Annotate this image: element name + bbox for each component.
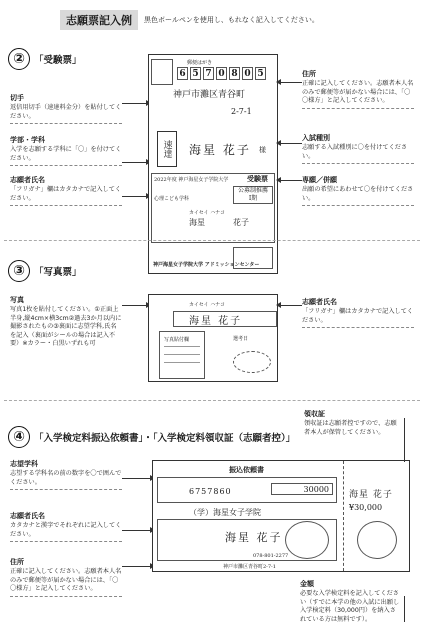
slip-amount: 30000 (271, 483, 333, 495)
card-block: 2-7-1 (231, 107, 252, 116)
card-address: 神戸市灘区青谷町 (173, 90, 246, 100)
slip-account-no: 6757860 (189, 487, 232, 496)
section-fee-slip-heading (8, 426, 295, 448)
note-applicant-name: 志願者氏名 「フリガナ」欄はカタカナで記入してください。 (10, 176, 122, 206)
note-desired-dept: 志望学科 志望する学科名の前の数字を〇で囲んでください。 (10, 460, 122, 490)
note-department: 学部・学科 入学を志願する学科に「〇」を付けてください。 (10, 136, 122, 166)
card-honorific: 様 (259, 146, 266, 154)
photo-area: 写真貼付欄 (159, 331, 205, 379)
slip-name: 海星 花子 (225, 531, 283, 544)
section-number: ② (8, 48, 30, 70)
note-single-multiple: 専願／併願 出願の希望にあわせて〇を付けてください。 (302, 176, 414, 206)
section-title: 「写真票」 (34, 267, 82, 278)
section-number: ③ (8, 260, 30, 282)
slip-phone: 078-801-2277 (253, 553, 289, 559)
section-title: 「入学検定料振込依頼書」・「入学検定料領収証（志願者控）」 (34, 433, 296, 444)
card-furigana: カイセイ ハナコ (189, 210, 225, 216)
page-header (60, 10, 319, 30)
photo-card-name: 海星 花子 (189, 316, 243, 327)
postcard-label: 郵便はがき (187, 60, 213, 66)
note-photo: 写真 写真1枚を貼付してください。①正面上半身,縦4cm×横3cm②過去3か月以内に撮影されたもの③裏面に志望学科,氏名を記入（裏面がシールの場合は記入不要）※カラー・白黒いずれも可 (10, 296, 122, 347)
slip-address: 神戸市灘区青谷町2-7-1 (223, 564, 276, 570)
note-photo-name: 志願者氏名 「フリガナ」欄はカタカナで記入してください。 (302, 298, 414, 328)
card-method: 公募制推薦 Ⅰ期 (233, 186, 273, 204)
card-name: 海星 花子 (189, 143, 251, 157)
header-note: 黒色ボールペンを使用し、もれなく記入してください。 (144, 16, 319, 24)
photo-card (148, 294, 278, 382)
exam-date-label: 選考日 (233, 336, 249, 342)
note-stamp: 切手 返信用切手（速達料金分）を貼付してください。 (10, 94, 122, 124)
express-stamp: 速達 (157, 131, 177, 167)
card-footer: 神戸海星女子学院大学 アドミッションセンター (153, 262, 260, 268)
note-exam-type: 入試種別 志願する入試種別に〇を付けてください。 (302, 134, 414, 164)
receipt-name: 海星 花子 (349, 490, 393, 500)
section-exam-ticket-heading (8, 48, 82, 70)
exam-ticket-card (148, 54, 278, 274)
receipt-amount: ¥30,000 (349, 503, 383, 512)
page-title: 志願票記入例 (60, 10, 138, 30)
card-exam-label: 受験票 (247, 174, 268, 183)
card-year: 2022年度 神戸海星女子学院大学 (154, 177, 229, 183)
photo-card-furigana: カイセイ ハナコ (189, 302, 225, 308)
postal-code-boxes: 6 5 7 0 8 0 5 (177, 67, 266, 80)
note-amount: 金額 必要な入学検定料を記入してください（すでに本学の他の入試に出願し入学検定料（30,000円）を納入されている方は無料です）。 (300, 580, 400, 623)
card-name-small: 海星 (189, 218, 205, 227)
slip-title: 振込依頼書 (229, 465, 264, 474)
section-number: ④ (8, 426, 30, 448)
slip-receiver: （学）海星女子学院 (189, 508, 261, 517)
note-fee-address: 住所 正確に記入してください。志願者本人名のみで郵便等が届かない場合には、「〇〇様方」と記入してください。 (10, 558, 122, 597)
note-address: 住所 正確に記入してください。志願者本人名のみで郵便等が届かない場合には、「〇〇様方」と記入してください。 (302, 70, 414, 109)
section-title: 「受験票」 (34, 55, 82, 66)
fee-slip-card (152, 460, 410, 572)
section-photo-card-heading (8, 260, 82, 282)
note-fee-name: 志願者氏名 カタカナと漢字でそれぞれに記入してください。 (10, 512, 122, 542)
note-receipt: 領収証 領収証は志願者控ですので、志願者本人が保管してください。 (304, 410, 397, 436)
card-dept: 心理こども学科 (154, 196, 190, 202)
card-name-small-2: 花子 (233, 218, 249, 227)
